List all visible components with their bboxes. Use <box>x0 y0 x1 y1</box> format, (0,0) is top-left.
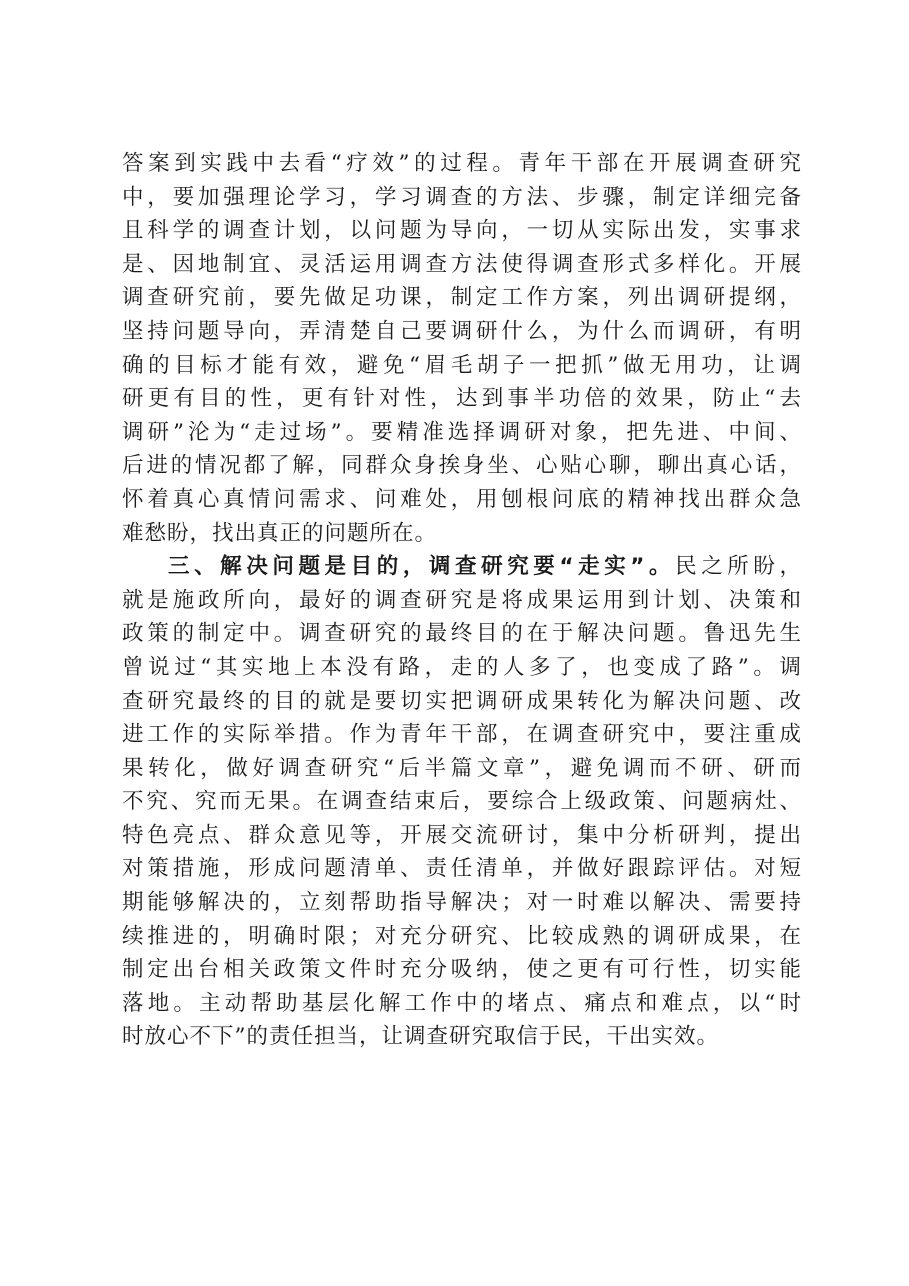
paragraph-2 <box>122 550 802 1054</box>
paragraph-line: 不究、究而无果。在调查结束后，要综合上级政策、问题病灶、 <box>122 789 802 815</box>
paragraph-line: 曾说过“其实地上本没有路，走的人多了，也变成了路”。调 <box>122 654 802 680</box>
paragraph-line: 后进的情况都了解，同群众身挨身坐、心贴心聊，聊出真心话， <box>122 453 802 479</box>
paragraph-line: 对策措施，形成问题清单、责任清单，并做好跟踪评估。对短 <box>122 856 802 882</box>
paragraph-1 <box>122 147 802 550</box>
paragraph-line: 时放心不下”的责任担当，让调查研究取信于民，干出实效。 <box>122 1024 719 1050</box>
paragraph-line: 答案到实践中去看“疗效”的过程。青年干部在开展调查研究 <box>122 151 802 176</box>
paragraph-line: 调查研究前，要先做足功课，制定工作方案，列出调研提纲， <box>122 285 802 311</box>
paragraph-line: 研更有目的性，更有针对性，达到事半功倍的效果，防止“去 <box>122 386 802 412</box>
paragraph-line: 续推进的，明确时限；对充分研究、比较成熟的调研成果，在 <box>122 923 802 949</box>
paragraph-line: 期能够解决的，立刻帮助指导解决；对一时难以解决、需要持 <box>122 890 802 916</box>
paragraph-first-line <box>122 550 802 584</box>
paragraph-line: 难愁盼，找出真正的问题所在。 <box>122 520 438 546</box>
paragraph-line: 落地。主动帮助基层化解工作中的堵点、痛点和难点，以“时 <box>122 990 802 1016</box>
paragraph-line: 就是施政所向，最好的调查研究是将成果运用到计划、决策和 <box>122 587 802 613</box>
paragraph-line: 怀着真心真情问需求、问难处，用刨根问底的精神找出群众急 <box>122 486 802 512</box>
paragraph-line: 中，要加强理论学习，学习调查的方法、步骤，制定详细完备 <box>122 184 802 210</box>
body-text <box>122 147 802 1054</box>
paragraph-line: 果转化，做好调查研究“后半篇文章”，避免调而不研、研而 <box>122 755 802 781</box>
paragraph-line: 制定出台相关政策文件时充分吸纳，使之更有可行性，切实能 <box>122 957 802 983</box>
paragraph-line: 坚持问题导向，弄清楚自己要调研什么，为什么而调研，有明 <box>122 318 802 344</box>
paragraph-line: 是、因地制宜、灵活运用调查方法使得调查形式多样化。开展 <box>122 251 802 277</box>
paragraph-line-rest: 民之所盼， <box>675 554 802 580</box>
paragraph-line: 调研”沦为“走过场”。要精准选择调研对象，把先进、中间、 <box>122 419 802 445</box>
paragraph-line: 确的目标才能有效，避免“眉毛胡子一把抓”做无用功，让调 <box>122 352 802 378</box>
paragraph-line: 特色亮点、群众意见等，开展交流研讨，集中分析研判，提出 <box>122 822 802 848</box>
section-heading: 三、解决问题是目的，调查研究要“走实”。 <box>168 554 676 580</box>
paragraph-line: 政策的制定中。调查研究的最终目的在于解决问题。鲁迅先生 <box>122 621 802 647</box>
paragraph-line: 且科学的调查计划，以问题为导向，一切从实际出发，实事求 <box>122 218 802 244</box>
paragraph-line: 查研究最终的目的就是要切实把调研成果转化为解决问题、改 <box>122 688 802 714</box>
paragraph-line: 进工作的实际举措。作为青年干部，在调查研究中，要注重成 <box>122 722 802 748</box>
